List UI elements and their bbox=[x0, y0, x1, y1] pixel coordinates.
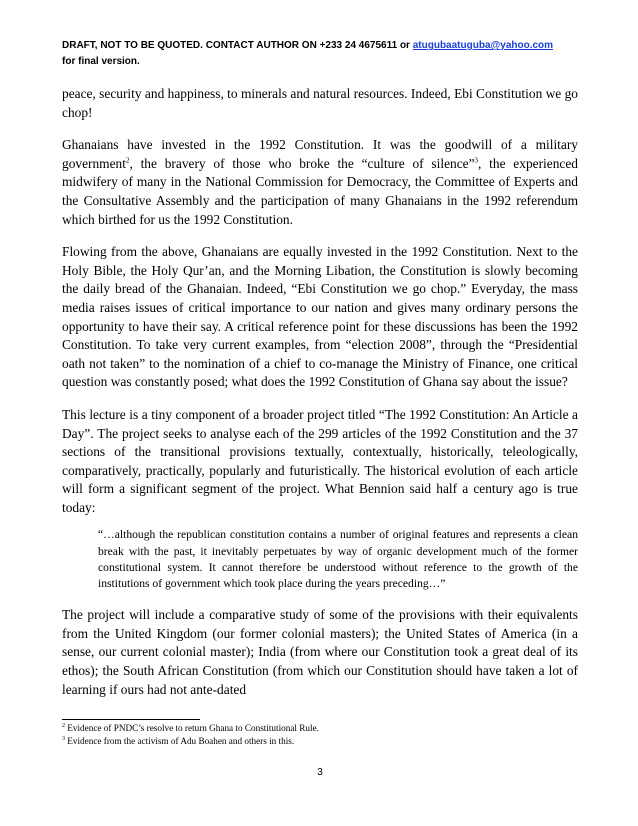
footnote-ref-3[interactable]: 3 bbox=[474, 156, 479, 165]
footnote-ref-2[interactable]: 2 bbox=[125, 156, 130, 165]
footnote-2-text: Evidence of PNDC’s resolve to return Ghana to Constitutional Rule. bbox=[65, 723, 319, 733]
paragraph-2-part-b: , the bravery of those who broke the “culture of silence” bbox=[129, 155, 475, 171]
paragraph-5: The project will include a comparative study of some of the provisions with their equivalents from the United Kingdom (our former colonial masters); the United States of America (in a sense, our current colonial master); India (from where our Constitution took a great deal of its ethos); the South African Constitution (from which our Constitution should have taken a lot of learning if ours had not ante-dated bbox=[62, 607, 578, 697]
footnotes bbox=[62, 722, 578, 748]
paragraph-3: Flowing from the above, Ghanaians are equally invested in the 1992 Constitution. Next to the Holy Bible, the Holy Qur’an, and the Morning Libation, the Constitution is slowly becoming the daily bread of the Ghanaian. Indeed, “Ebi Constitution we go chop.” Everyday, the mass media raises issues of critical importance to our nation and gives many ordinary persons the opportunity to have their say. A critical reference point for these discussions has been the 1992 Constitution. To take very current examples, from “election 2008”, through the “Presidential oath not taken” to the nomination of a chief to co-manage the Ministry of Finance, one critical question was constantly posed; what does the 1992 Constitution of Ghana say about the issue? bbox=[62, 244, 578, 390]
header-line-1 bbox=[62, 38, 578, 54]
document-body bbox=[62, 85, 578, 713]
footnote-3-number: 3 bbox=[62, 735, 65, 742]
paragraph-2 bbox=[62, 136, 578, 229]
footnote-3 bbox=[62, 735, 578, 748]
paragraph-2-part-c: , the experienced midwifery of many in the National Commission for Democracy, the Committee of Experts and the Consultative Assembly and the participation of many Ghanaians in the 1992 referendum which birthed for us the 1992 Constitution. bbox=[62, 155, 578, 227]
paragraph-4: This lecture is a tiny component of a broader project titled “The 1992 Constitution: An Article a Day”. The project seeks to analyse each of the 299 articles of the 1992 Constitution and the 37 sections of the transitional provisions textually, contextually, historically, teleologically, comparatively, practically, popularly and futuristically. The historical evolution of each article will form a significant segment of the project. What Bennion said half a century ago is true today: bbox=[62, 406, 578, 515]
draft-header bbox=[62, 38, 578, 70]
page-number: 3 bbox=[317, 767, 323, 778]
footnote-2-number: 2 bbox=[62, 722, 65, 729]
footnote-3-text: Evidence from the activism of Adu Boahen and others in this. bbox=[65, 736, 295, 746]
footnote-2 bbox=[62, 722, 578, 735]
document-page bbox=[62, 0, 578, 826]
author-email-link[interactable]: atugubaatuguba@yahoo.com bbox=[412, 40, 554, 51]
header-line-2: for final version. bbox=[62, 56, 140, 67]
header-contact-text: DRAFT, NOT TO BE QUOTED. CONTACT AUTHOR ON +233 24 4675611 or bbox=[62, 40, 413, 51]
paragraph-2-part-a: Ghanaians have invested in the 1992 Constitution. It was the goodwill of a military government bbox=[62, 137, 578, 171]
block-quote: “…although the republican constitution contains a number of original features and represents a clean break with the past, it inevitably perpetuates by way of organic development much of the former constitutional system. It cannot therefore be understood without reference to the growth of the institutions of government which took place during the years preceding…” bbox=[98, 528, 578, 591]
footnote-divider bbox=[62, 719, 200, 720]
paragraph-1: peace, security and happiness, to minerals and natural resources. Indeed, Ebi Constitution we go chop! bbox=[62, 86, 578, 120]
